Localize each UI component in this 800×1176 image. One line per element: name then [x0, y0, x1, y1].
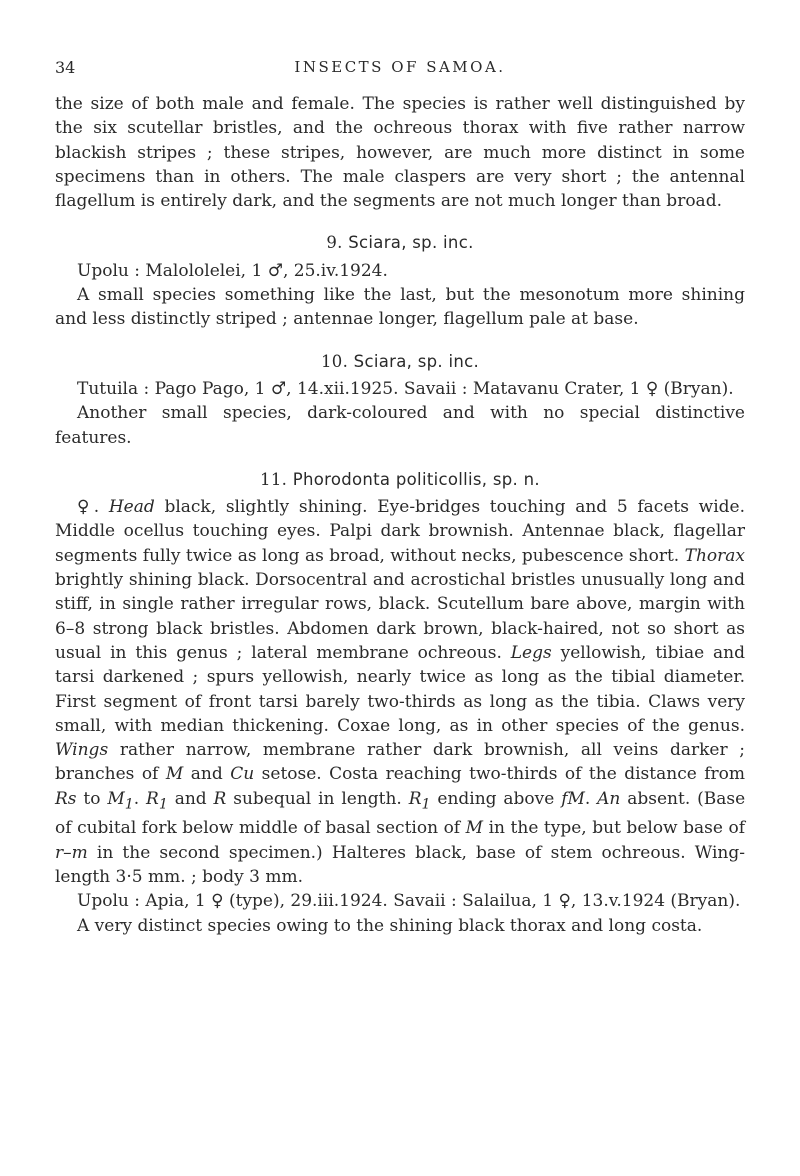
species-10-heading — [55, 350, 745, 374]
species-9-heading — [55, 231, 745, 255]
species-11-locality: Upolu : Apia, 1 ♀ (type), 29.iii.1924. Savaii : Salailua, 1 ♀, 13.v.1924 (Bryan). — [77, 891, 741, 912]
species-10-locality: Tutuila : Pago Pago, 1 ♂, 14.xii.1925. Savaii : Matavanu Crater, 1 ♀ (Bryan). — [77, 378, 734, 399]
species-11-name: Phorodonta politicollis, sp. n. — [292, 469, 540, 489]
vein-rs: Rs — [55, 788, 77, 809]
species-10-name: Sciara, sp. inc. — [353, 351, 480, 371]
species-11-description — [55, 495, 745, 889]
species-11-heading — [55, 468, 745, 492]
species-9-name: Sciara, sp. inc. — [348, 233, 474, 253]
vein-r1: $R_1$ — [408, 788, 431, 813]
head-label: Head — [108, 497, 155, 518]
wings-text: and — [174, 788, 207, 809]
thorax-text: brightly shining black. Dorsocentral and acrostichal bristles unusually long and stiff, in single rather irregular rows, black. Scutellum bare above, margin with 6–8 strong black bristles. Abdomen dark brown, black-haired, not so short as usual in this genus ; lateral membrane ochreous. — [55, 570, 745, 663]
wings-text: subequal in length. — [233, 788, 402, 809]
vein-r1: $R_1$ — [146, 788, 168, 813]
thorax-label: Thorax — [684, 545, 745, 566]
running-head — [55, 58, 745, 82]
wings-text: and — [190, 764, 223, 785]
vein-m: M — [465, 818, 484, 839]
species-9-locality: Upolu : Malololelei, 1 ♂, 25.iv.1924. — [77, 260, 388, 281]
wings-text: absent. (Base of cubital fork below middle of basal section of — [55, 788, 746, 839]
vein-m1: $M_1$ — [107, 788, 134, 813]
vein-r: R — [213, 788, 227, 809]
species-11-number: 11. — [260, 469, 288, 489]
page-number: 34 — [55, 58, 76, 77]
wings-text: in the second specimen.) Halteres black, base of stem ochreous. Wing-length 3·5 mm. ; body 3 mm. — [55, 842, 745, 887]
wings-text: ending above — [437, 788, 555, 809]
vein-an: An — [597, 788, 621, 809]
sex-symbol: ♀. — [77, 497, 100, 518]
legs-label: Legs — [510, 642, 552, 663]
vein-rm: r–m — [55, 842, 88, 863]
legs-text: yellowish, tibiae and tarsi darkened ; spurs yellowish, nearly twice as long as the tibial diameter. First segment of front tarsi barely two-thirds as long as the tibia. Claws very small, with median thickening. Coxae long, as in other species of the genus. — [55, 642, 745, 736]
species-10-description: Another small species, dark-coloured and with no special distinctive features. — [55, 403, 745, 448]
species-9-number: 9. — [326, 233, 343, 253]
species-9-description: A small species something like the last, but the mesonotum more shining and less distinctly striped ; antennae longer, flagellum pale at base. — [55, 285, 745, 330]
intro-paragraph: the size of both male and female. The species is rather well distinguished by the six scutellar bristles, and the ochreous thorax with five rather narrow blackish stripes ; these stripes, however, are much more distinct in some specimens than in others. The male claspers are very short ; the antennal flagellum is entirely dark, and the segments are not much longer than broad. — [55, 94, 745, 212]
wings-text: rather narrow, membrane rather dark brownish, all veins darker ; branches of — [55, 740, 745, 785]
species-10-number: 10. — [320, 351, 349, 371]
wings-text: to — [83, 788, 101, 809]
species-11-remark: A very distinct species owing to the shining black thorax and long costa. — [77, 915, 703, 936]
body-text — [55, 92, 745, 938]
vein-fm: fM — [561, 788, 585, 809]
wings-text: in the type, but below base of — [488, 818, 746, 839]
head-text: black, slightly shining. Eye-bridges touching and 5 facets wide. Middle ocellus touching eyes. Palpi dark brownish. Antennae black, flagellar segments fully twice as long as broad, without necks, pubescence short. — [55, 497, 745, 566]
running-title: INSECTS OF SAMOA. — [294, 58, 506, 76]
wings-text: setose. Costa reaching two-thirds of the distance from — [261, 764, 746, 785]
wings-text: . — [584, 788, 591, 809]
wings-text: . — [133, 788, 140, 809]
vein-cu: Cu — [230, 764, 255, 785]
wings-label: Wings — [55, 740, 109, 761]
vein-m: M — [165, 764, 184, 785]
